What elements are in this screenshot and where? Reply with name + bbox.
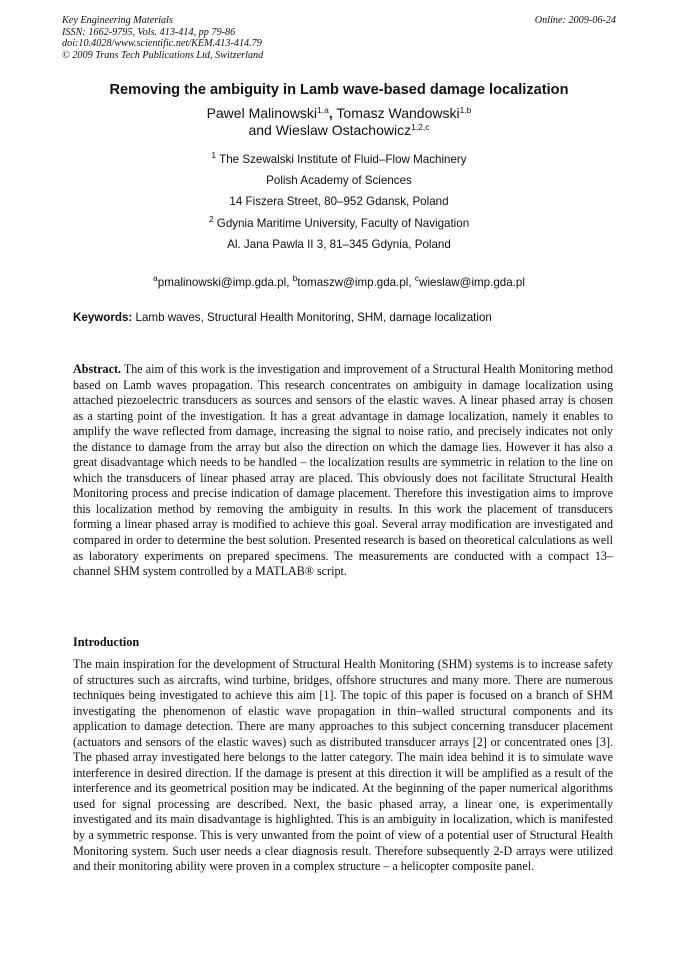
email-address: tomaszw@imp.gda.pl xyxy=(297,276,409,289)
section-heading: Introduction xyxy=(73,635,140,649)
affiliation-superscript: 2 xyxy=(208,213,214,224)
issn-line: ISSN: 1662-9795, Vols. 413-414, pp 79-86 xyxy=(62,26,236,38)
copyright-line: © 2009 Trans Tech Publications Ltd, Switzerland xyxy=(62,49,264,61)
online-date: Online: 2009-06-24 xyxy=(534,15,616,26)
keywords xyxy=(73,311,613,324)
affiliation-line: Al. Jana Pawla II 3, 81–345 Gdynia, Poland xyxy=(227,237,451,251)
author-name: Pawel Malinowski xyxy=(206,105,318,121)
author-list: Pawel Malinowski$^{1,a}$, Tomasz Wandowski$^{1,b}$ and Wieslaw Ostachowicz$^{1,2,c}$ xyxy=(206,105,472,138)
journal-name: Key Engineering Materials xyxy=(62,15,173,26)
email-superscript: a xyxy=(153,273,158,283)
page-header xyxy=(62,15,616,61)
affiliation-superscript: 1 xyxy=(211,150,217,160)
doi-line: doi:10.4028/www.scientific.net/KEM.413-414.79 xyxy=(62,38,262,50)
paper-title: Removing the ambiguity in Lamb wave-based damage localization xyxy=(109,82,569,98)
affiliation-line: Gdynia Maritime University, Faculty of Navigation xyxy=(216,216,470,230)
affiliation-line: 14 Fiszera Street, 80–952 Gdansk, Poland xyxy=(229,195,449,209)
email-list: $^a$pmalinowski@imp.gda.pl, $^b$tomaszw@imp.gda.pl, $^c$wieslaw@imp.gda.pl xyxy=(153,273,525,289)
abstract xyxy=(73,362,613,580)
author-superscript: 1,2,c xyxy=(411,122,430,132)
affiliation-line: The Szewalski Institute of Fluid–Flow Machinery xyxy=(219,153,467,166)
abstract-label: Abstract. xyxy=(73,362,122,376)
keywords-text: Lamb waves, Structural Health Monitoring, SHM, damage localization xyxy=(135,311,492,324)
affiliations xyxy=(0,149,678,255)
author-name: Wieslaw Ostachowicz xyxy=(275,122,412,138)
author-superscript: 1,b xyxy=(459,105,472,115)
author-name: Tomasz Wandowski xyxy=(336,105,460,121)
keywords-label: Keywords: xyxy=(73,311,133,324)
author-superscript: 1,a xyxy=(317,105,329,115)
abstract-text: The aim of this work is the investigation and improvement of a Structural Health Monitoring method based on Lamb waves propagation. This research concentrates on ambiguity in damage localization using attached piezoelectric transducers as sources and sensors of the elastic waves. A linear phased array is chosen as a starting point of the investigation. It has a great advantage in damage localization, namely it enables to amplify the wave reflected from damage, increasing the signal to noise ratio, and precisely indicates not only the distance to damage from the array but also the direction on which the damage lies. However it has also a great disadvantage which needs to be handled – the localization results are symmetric in relation to the line on which the transducers of linear phased array are placed. This obviously does not facilitate Structural Health Monitoring process and precise indication of damage placement. Therefore this investigation aims to improve this localization method by removing the ambiguity in results. In this work the placement of transducers forming a linear phased array is modified to achieve this goal. Several array modification are investigated and compared in order to determine the best solution. Presented research is based on theoretical calculations as well as laboratory experiments on prepared specimens. The measurements are conducted with a compact 13–channel SHM system controlled by a MATLAB® script. xyxy=(73,362,613,579)
email-address: pmalinowski@imp.gda.pl xyxy=(157,276,287,289)
email-address: wieslaw@imp.gda.pl xyxy=(419,276,525,289)
introduction-paragraph: The main inspiration for the development of Structural Health Monitoring (SHM) systems is to increase safety of structures such as aircrafts, wind turbine, bridges, offshore structures and many more. There are numerous techniques being investigated to achieve this aim [1]. The topic of this paper is focused on a branch of SHM investigating the phenomenon of elastic wave propagation in thin–walled structural components and its application to damage detection. There are many approaches to this subject concerning transducer placement (actuators and sensors of the elastic waves) such as distributed transducer arrays [2] or concentrated ones [3]. The phased array investigated here belongs to the latter category. The main idea behind it is to simulate wave interference in desired direction. If the damage is present at this direction it will be amplified as a result of the interference and its geometrical position may be indicated. At the beginning of the paper numerical algorithms used for signal processing are described. Next, the basic phased array, a linear one, is experimentally investigated and its main disadvantage is highlighted. This is an ambiguity in localization, which is manifested by a symmetric response. This is very unwanted from the point of view of a potential user of Structural Health Monitoring system. Such user needs a clear diagnosis result. Therefore subsequently 2-D arrays were utilized and their monitoring ability were proven in a complex structure – a helicopter composite panel. xyxy=(73,657,613,874)
affiliation-line: Polish Academy of Sciences xyxy=(266,174,412,188)
email-superscript: b xyxy=(292,273,298,283)
email-superscript: c xyxy=(414,273,420,283)
